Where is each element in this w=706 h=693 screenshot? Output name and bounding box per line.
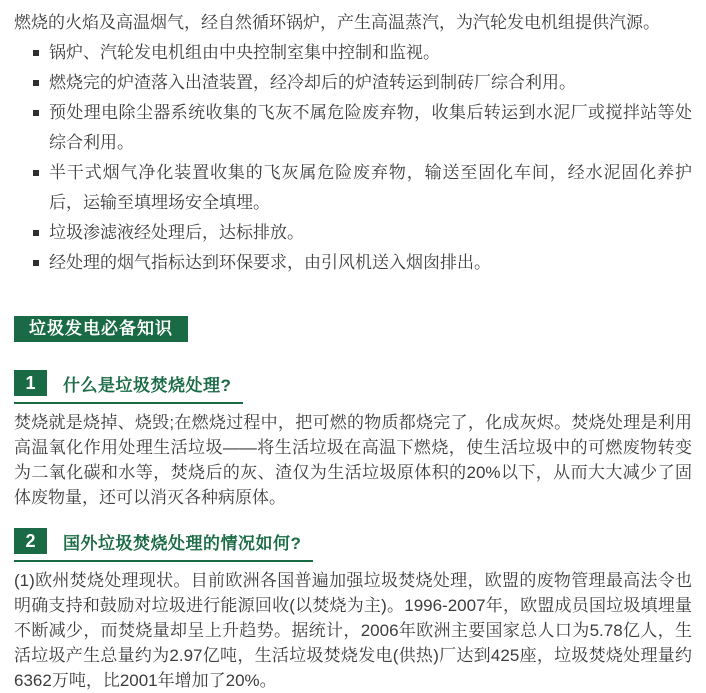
section-number-box: 1 xyxy=(14,370,47,396)
section-number-box: 2 xyxy=(14,528,47,554)
section-2 xyxy=(14,510,692,693)
bullet-item: 经处理的烟气指标达到环保要求，由引风机送入烟囱排出。 xyxy=(33,248,692,278)
section-1-body: 焚烧就是烧掉、烧毁;在燃烧过程中，把可燃的物质都烧完了，化成灰烬。焚烧处理是利用高温氧化作用处理生活垃圾——将生活垃圾在高温下燃烧，使生活垃圾中的可燃废物转变为二氧化碳和水等，焚烧后的灰、渣仅为生活垃圾原体积的20%以下，从而大大减少了固体废物量，还可以消灭各种病原体。 xyxy=(14,413,692,507)
section-title: 什么是垃圾焚烧处理? xyxy=(63,375,232,395)
bullet-item: 锅炉、汽轮发电机组由中央控制室集中控制和监视。 xyxy=(33,38,692,68)
section-title: 国外垃圾焚烧处理的情况如何? xyxy=(63,533,302,553)
section-1-heading xyxy=(14,370,243,404)
bullet-item: 半干式烟气净化装置收集的飞灰属危险废弃物，输送至固化车间，经水泥固化养护后，运输至填埋场安全填埋。 xyxy=(33,158,692,218)
bullet-item: 预处理电除尘器系统收集的飞灰不属危险废弃物，收集后转运到水泥厂或搅拌站等处综合利用。 xyxy=(33,98,692,158)
bullet-item: 燃烧完的炉渣落入出渣装置，经冷却后的炉渣转运到制砖厂综合利用。 xyxy=(33,68,692,98)
knowledge-badge: 垃圾发电必备知识 xyxy=(14,316,188,342)
section-1 xyxy=(14,342,692,510)
section-2-body: (1)欧州焚烧处理现状。目前欧洲各国普遍加强垃圾焚烧处理，欧盟的废物管理最高法令也明确支持和鼓励对垃圾进行能源回收(以焚烧为主)。1996-2007年，欧盟成员国垃圾填埋量不断减少，而焚烧量却呈上升趋势。据统计，2006年欧洲主要国家总人口为5.78亿人，生活垃圾产生总量约为2.97亿吨，生活垃圾焚烧发电(供热)厂达到425座，垃圾焚烧处理量约6362万吨，比2001年增加了20%。 xyxy=(14,571,692,690)
intro-paragraph: 燃烧的火焰及高温烟气，经自然循环锅炉，产生高温蒸汽，为汽轮发电机组提供汽源。 xyxy=(14,13,660,32)
bullet-item: 垃圾渗滤液经处理后，达标排放。 xyxy=(33,218,692,248)
section-2-heading xyxy=(14,528,313,562)
process-bullet-list xyxy=(14,38,692,278)
